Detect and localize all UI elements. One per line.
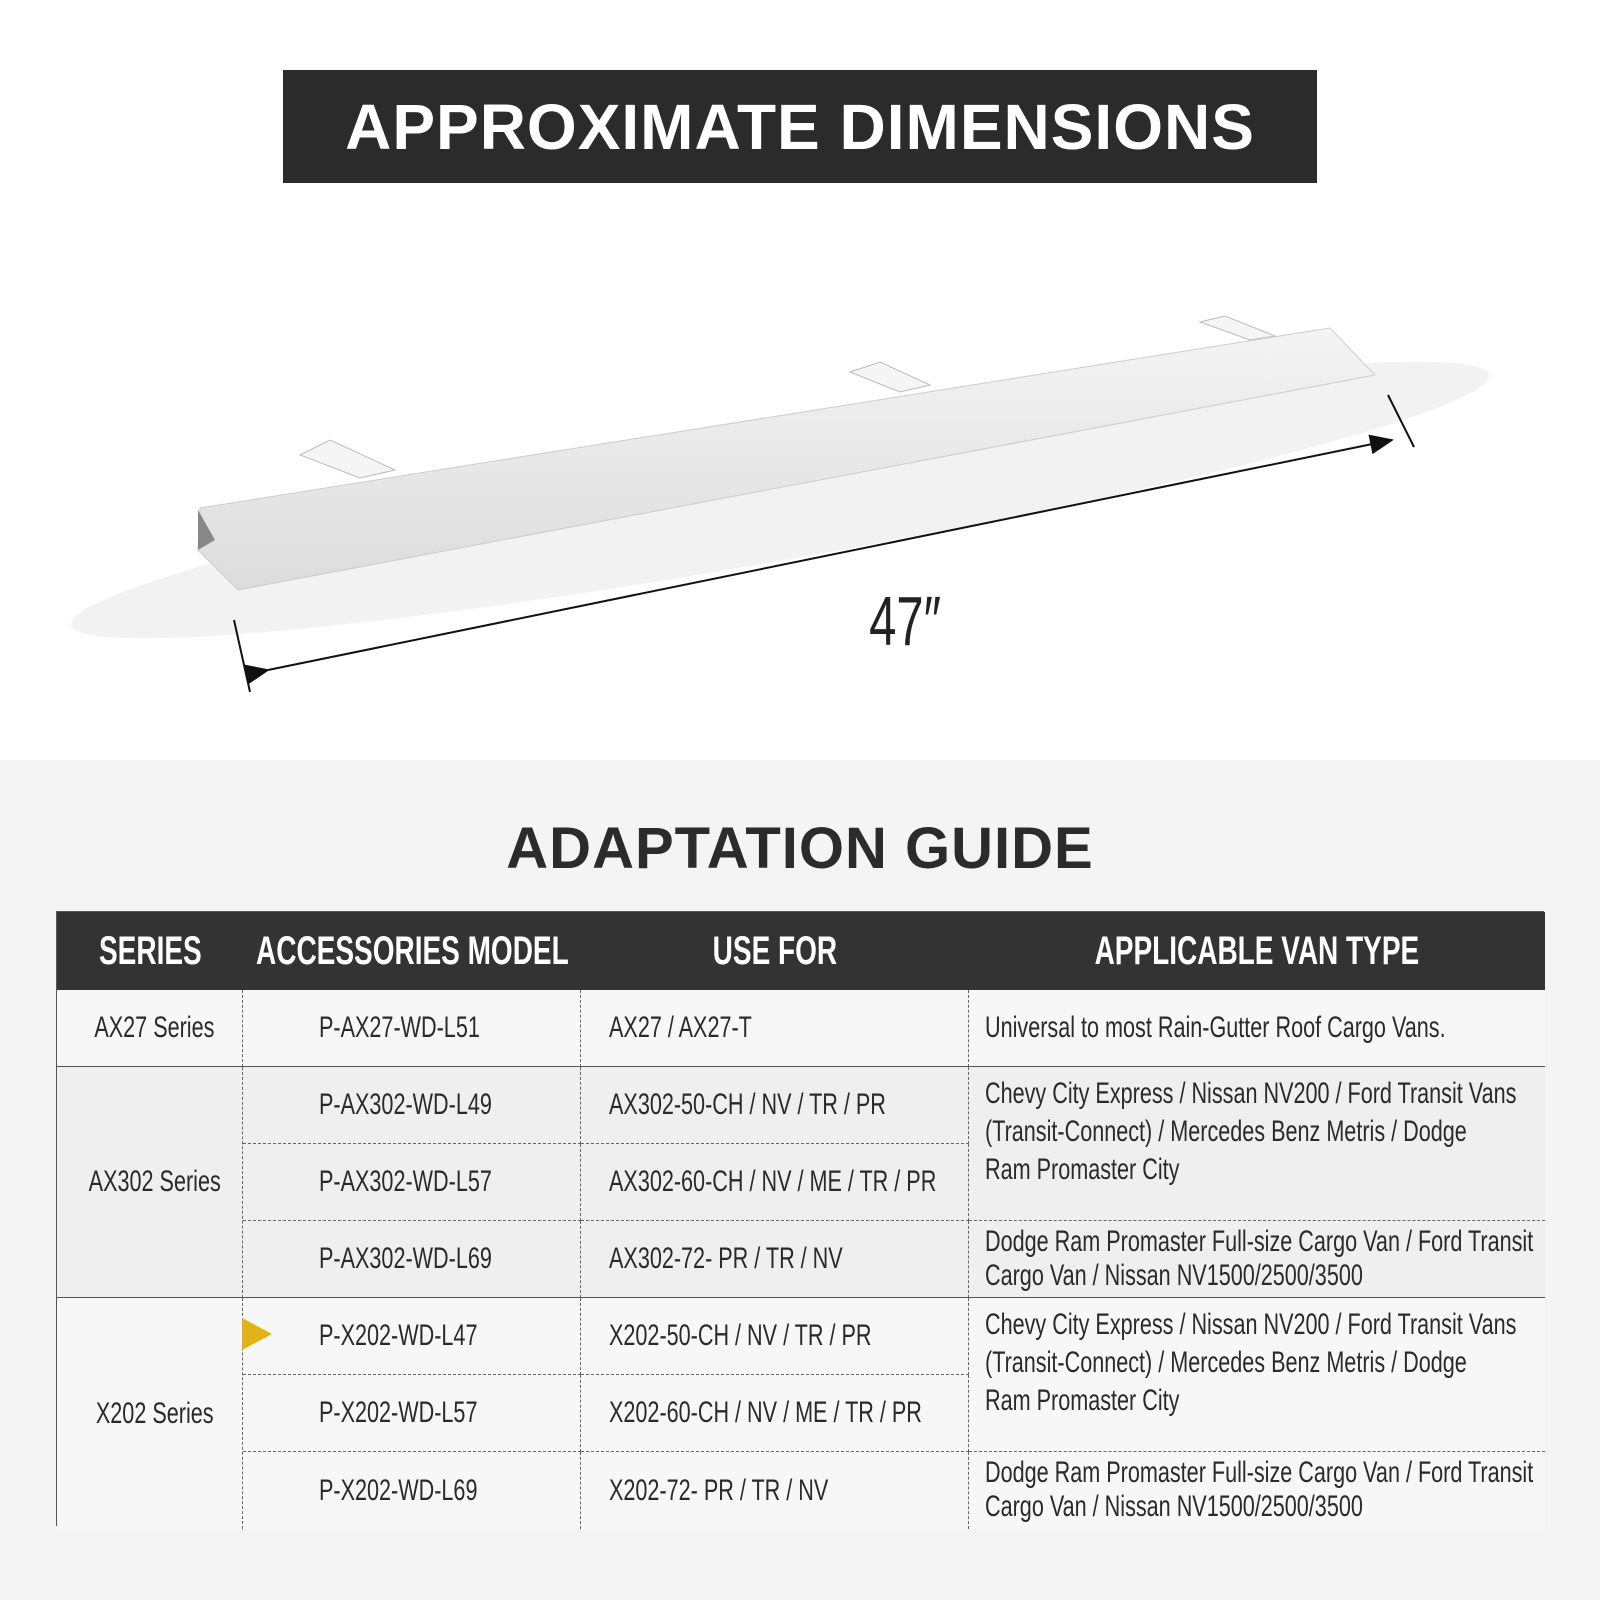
adaptation-table [56, 911, 1544, 1526]
mounting-bracket [300, 440, 395, 478]
van-type-cell: Dodge Ram Promaster Full-size Cargo Van / Ford Transit Cargo Van / Nissan NV1500/2500/3500 [969, 1221, 1545, 1298]
dimensions-section [0, 0, 1600, 760]
series-cell: AX302 Series [57, 1067, 243, 1298]
use-for-cell: X202-50-CH / NV / TR / PR [581, 1298, 969, 1375]
product-illustration [0, 0, 1600, 760]
series-cell: AX27 Series [57, 990, 243, 1067]
use-for-cell: AX302-60-CH / NV / ME / TR / PR [581, 1144, 969, 1221]
column-header-series: SERIES [57, 912, 243, 990]
van-type-cell: Universal to most Rain-Gutter Roof Cargo Vans. [969, 990, 1545, 1067]
model-cell: P-X202-WD-L47 [243, 1298, 581, 1375]
model-cell: P-AX302-WD-L69 [243, 1221, 581, 1298]
use-for-cell: AX302-50-CH / NV / TR / PR [581, 1067, 969, 1144]
van-type-cell: Dodge Ram Promaster Full-size Cargo Van / Ford Transit Cargo Van / Nissan NV1500/2500/3500 [969, 1452, 1545, 1529]
mounting-bracket [1200, 316, 1275, 340]
series-cell: X202 Series [57, 1298, 243, 1529]
model-cell: P-AX27-WD-L51 [243, 990, 581, 1067]
use-for-cell: X202-72- PR / TR / NV [581, 1452, 969, 1529]
column-header-model: ACCESSORIES MODEL [243, 912, 581, 990]
adaptation-guide-title: ADAPTATION GUIDE [506, 816, 1094, 881]
current-model-marker-icon [242, 1318, 272, 1350]
column-header-use-for: USE FOR [581, 912, 969, 990]
van-type-cell: Chevy City Express / Nissan NV200 / Ford Transit Vans (Transit-Connect) / Mercedes Benz Metris / Dodge Ram Promaster City [969, 1067, 1545, 1221]
use-for-cell: AX302-72- PR / TR / NV [581, 1221, 969, 1298]
model-cell: P-AX302-WD-L57 [243, 1144, 581, 1221]
model-cell: P-X202-WD-L57 [243, 1375, 581, 1452]
dimension-length-label: 47″ [869, 581, 941, 661]
van-type-cell: Chevy City Express / Nissan NV200 / Ford Transit Vans (Transit-Connect) / Mercedes Benz Metris / Dodge Ram Promaster City [969, 1298, 1545, 1452]
dimensions-title: APPROXIMATE DIMENSIONS [345, 90, 1255, 163]
model-cell: P-AX302-WD-L49 [243, 1067, 581, 1144]
mounting-bracket [850, 362, 930, 392]
model-cell: P-X202-WD-L69 [243, 1452, 581, 1529]
column-header-van-type: APPLICABLE VAN TYPE [969, 912, 1545, 990]
use-for-cell: AX27 / AX27-T [581, 990, 969, 1067]
use-for-cell: X202-60-CH / NV / ME / TR / PR [581, 1375, 969, 1452]
